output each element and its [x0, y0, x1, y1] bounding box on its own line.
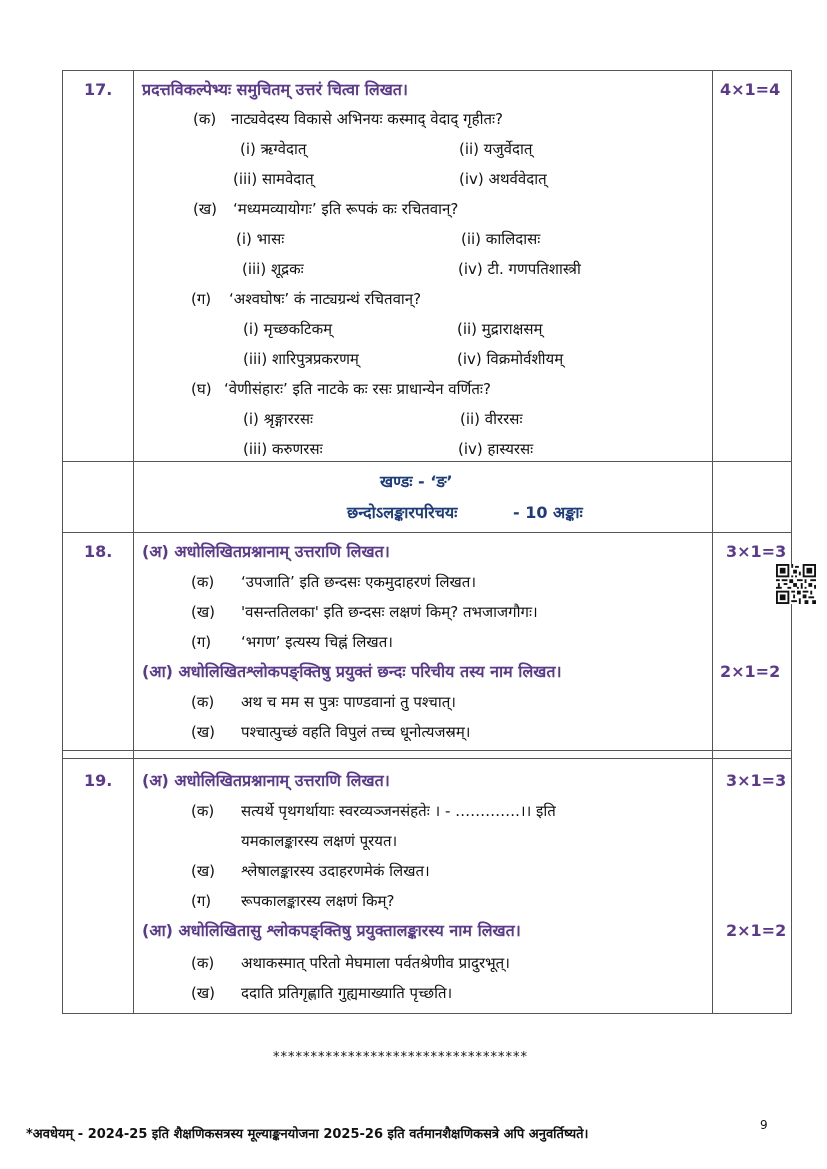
question-number: 18.	[84, 542, 113, 561]
option: (ii) मुद्राराक्षसम्	[457, 320, 543, 338]
item-label: (क)	[191, 802, 215, 820]
footer-note: *अवधेयम् - 2024-25 इति शैक्षणिकसत्रस्य मूल्याङ्कनयोजना 2025-26 इति वर्तमानशैक्षणिकसत्रे अपि अनुवर्तिष्यते।	[26, 1127, 589, 1142]
option: (iii) सामवेदात्	[233, 170, 314, 188]
option: (iv) टी. गणपतिशास्त्री	[458, 260, 581, 278]
end-of-paper-stars: **********************************	[273, 1050, 528, 1065]
question-text: ‘वेणीसंहारः’ इति नाटके कः रसः प्राधान्येन वर्णितः?	[224, 380, 491, 398]
question-number: 19.	[84, 771, 113, 790]
item-label: (क)	[191, 573, 215, 591]
item-label: (क)	[191, 693, 215, 711]
item-label: (ख)	[191, 984, 215, 1002]
item-label: (ख)	[191, 603, 215, 621]
question-number: 17.	[84, 80, 113, 99]
question-text: ‘भगण’ इत्यस्य चिह्नं लिखत।	[241, 633, 393, 651]
row-divider	[62, 461, 792, 462]
option: (ii) कालिदासः	[461, 230, 541, 248]
item-label: (क)	[191, 954, 215, 972]
marks-label: 4×1=4	[720, 80, 781, 99]
question-text: पश्चात्पुच्छं वहति विपुलं तच्च धूनोत्यजस्रम्।	[241, 723, 471, 741]
option: (iv) विक्रमोर्वशीयम्	[457, 350, 564, 368]
question-heading: प्रदत्तविकल्पेभ्यः समुचितम् उत्तरं चित्वा लिखत।	[142, 80, 408, 99]
table-border-bottom	[62, 1013, 792, 1014]
item-label: (ग)	[191, 290, 212, 308]
item-label: (ख)	[191, 723, 215, 741]
qr-code-icon	[776, 564, 816, 604]
item-label: (ख)	[191, 862, 215, 880]
row-divider	[62, 750, 792, 751]
option: (iv) हास्यरसः	[458, 440, 534, 458]
question-heading: (अ) अधोलिखितप्रश्नानाम् उत्तराणि लिखत।	[142, 542, 390, 561]
marks-label: 3×1=3	[726, 771, 787, 790]
option: (iii) करुणरसः	[243, 440, 323, 458]
question-text: ‘अश्वघोषः’ कं नाट्यग्रन्थं रचितवान्?	[229, 290, 422, 308]
option: (iii) शूद्रकः	[242, 260, 304, 278]
question-text: अथाकस्मात् परितो मेघमाला पर्वतश्रेणीव प्रादुरभूत्।	[241, 954, 510, 972]
column-divider	[712, 70, 713, 1014]
question-text-continued: यमकालङ्कारस्य लक्षणं पूरयत।	[241, 832, 398, 850]
table-border-top	[62, 70, 792, 71]
question-text: नाट्यवेदस्य विकासे अभिनयः कस्माद् वेदाद् गृहीतः?	[231, 110, 503, 128]
question-text: रूपकालङ्कारस्य लक्षणं किम्?	[241, 892, 395, 910]
item-label: (ग)	[191, 892, 212, 910]
table-border-right	[791, 70, 792, 1014]
question-heading: (आ) अधोलिखितासु श्लोकपङ्क्तिषु प्रयुक्तालङ्कारस्य नाम लिखत।	[142, 921, 521, 940]
option: (i) ऋग्वेदात्	[240, 140, 307, 158]
column-divider	[133, 70, 134, 1014]
question-text: 'वसन्ततिलका' इति छन्दसः लक्षणं किम्? तभजाजगौगः।	[241, 603, 538, 621]
row-divider	[62, 758, 792, 759]
marks-label: 2×1=2	[720, 662, 781, 681]
section-marks: - 10 अङ्काः	[513, 503, 583, 522]
question-text: ‘उपजाति’ इति छन्दसः एकमुदाहरणं लिखत।	[241, 573, 477, 591]
question-text: श्लेषालङ्कारस्य उदाहरणमेकं लिखत।	[241, 862, 430, 880]
table-border-left	[62, 70, 63, 1014]
question-text: ‘मध्यमव्यायोगः’ इति रूपकं कः रचितवान्?	[233, 200, 459, 218]
option: (i) श्रृङ्गाररसः	[243, 410, 314, 428]
item-label: (घ)	[191, 380, 212, 398]
option: (ii) वीररसः	[460, 410, 523, 428]
section-title: खण्डः - ‘ङ’	[380, 472, 453, 491]
page-number: 9	[760, 1118, 768, 1132]
marks-label: 2×1=2	[726, 921, 787, 940]
row-divider	[62, 532, 792, 533]
question-text: अथ च मम स पुत्रः पाण्डवानां तु पश्चात्।	[241, 693, 456, 711]
item-label: (ख)	[193, 200, 217, 218]
item-label: (ग)	[191, 633, 212, 651]
question-heading: (अ) अधोलिखितप्रश्नानाम् उत्तराणि लिखत।	[142, 771, 390, 790]
section-subtitle: छन्दोऽलङ्कारपरिचयः	[347, 503, 458, 522]
option: (ii) यजुर्वेदात्	[459, 140, 533, 158]
question-heading: (आ) अधोलिखितश्लोकपङ्क्तिषु प्रयुक्तं छन्दः परिचीय तस्य नाम लिखत।	[142, 662, 562, 681]
question-text: ददाति प्रतिगृह्णाति गुह्यमाख्याति पृच्छति।	[241, 984, 453, 1002]
option: (iv) अथर्ववेदात्	[459, 170, 547, 188]
question-text: सत्यर्थे पृथगर्थायाः स्वरव्यञ्जनसंहतेः । - ………….।। इति	[241, 802, 556, 820]
item-label: (क)	[193, 110, 217, 128]
option: (i) भासः	[236, 230, 285, 248]
marks-label: 3×1=3	[726, 542, 787, 561]
option: (i) मृच्छकटिकम्	[243, 320, 333, 338]
option: (iii) शारिपुत्रप्रकरणम्	[243, 350, 359, 368]
